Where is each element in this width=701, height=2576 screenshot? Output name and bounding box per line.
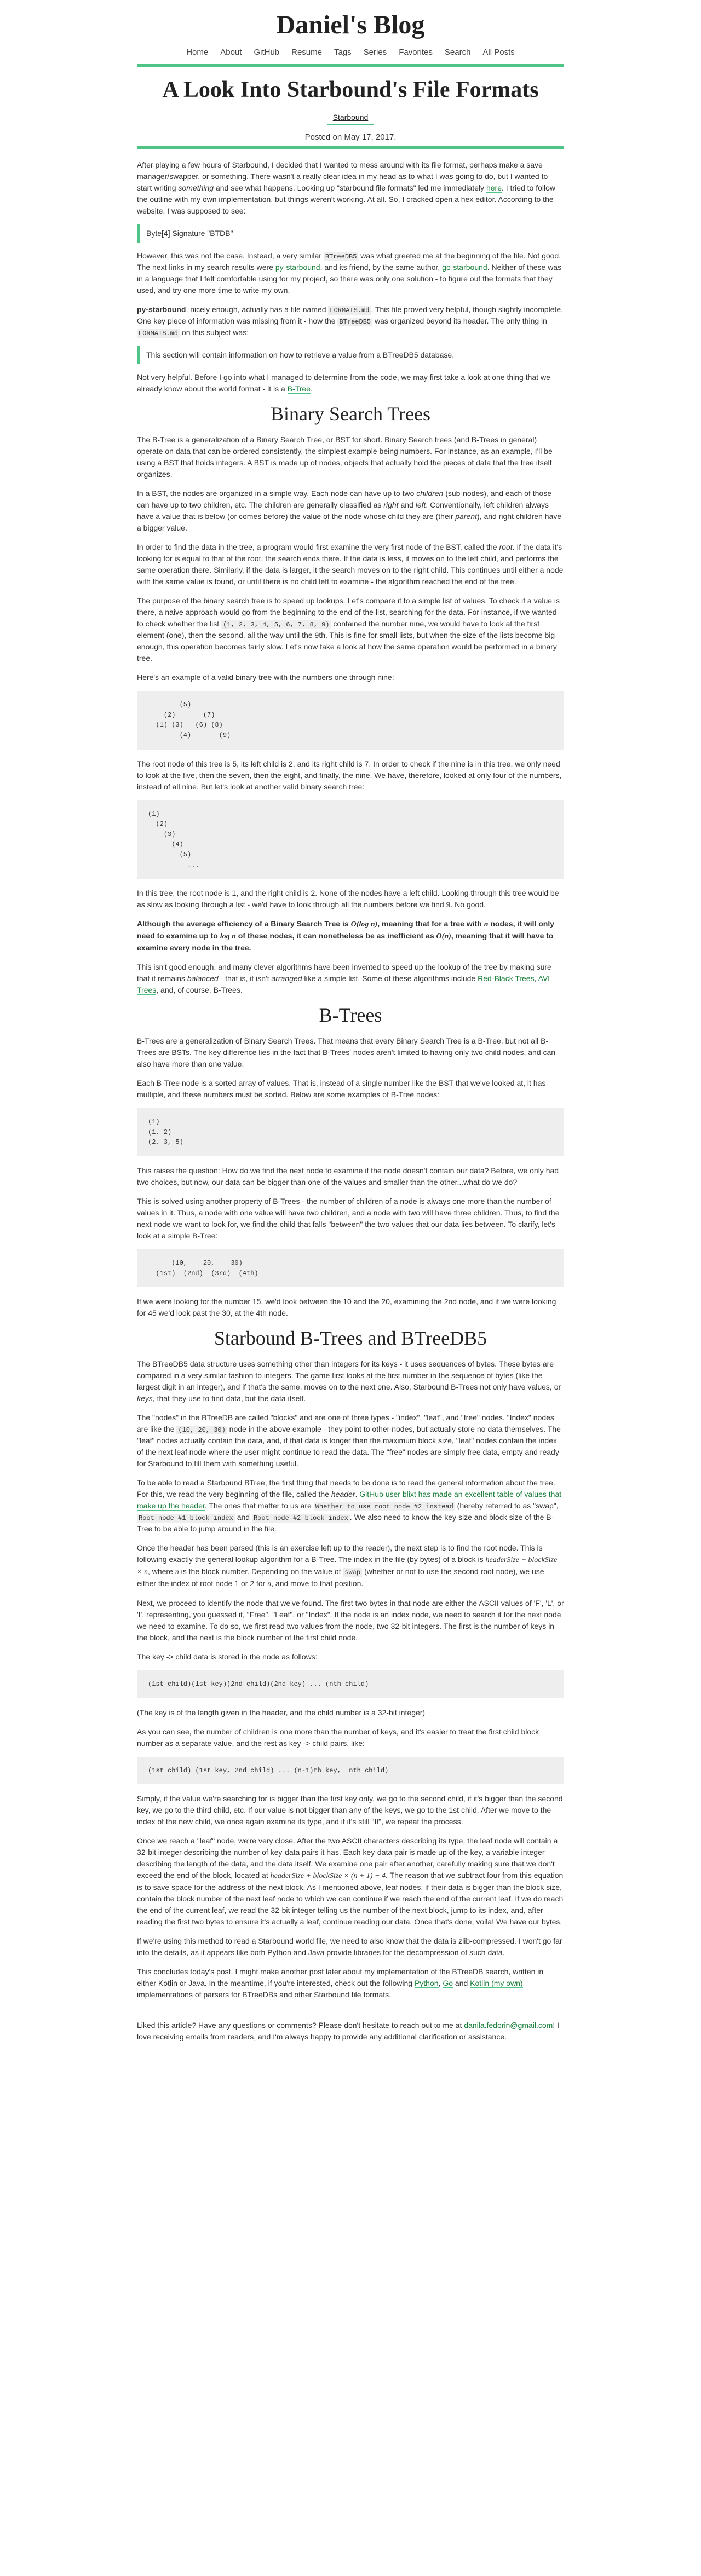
btree-nodes-code: (1) (1, 2) (2, 3, 5)	[137, 1108, 564, 1156]
go-starbound-link[interactable]: go-starbound	[442, 263, 487, 272]
bst-heading: Binary Search Trees	[271, 403, 430, 425]
bst-paragraph-3: In order to find the data in the tree, a program would first examine the very first node of the BST, called the root. If the data it's looking for is equal to that of the root, the search ends there. If the data is less, it moves on to the left child, and performs the same operation there. Similarly, if the data is larger, it the search moves on to the right child. This continues until either a node with the same value is found, or until there is no child left to examine - the algorithm reached the end of the tree.	[137, 543, 564, 586]
post-tag[interactable]: Starbound	[327, 110, 375, 125]
intro-paragraph-4: Not very helpful. Before I go into what I managed to determine from the code, we may first take a look at one thing that we already know about the world format - it is a B-Tree.	[137, 373, 550, 394]
simple-btree-code: (10, 20, 30) (1st) (2nd) (3rd) (4th)	[137, 1249, 564, 1287]
sb-paragraph-6: The key -> child data is stored in the node as follows:	[137, 1652, 318, 1662]
btrees-paragraph-5: If we were looking for the number 15, we'd look between the 10 and the 20, examining the 2nd node, and if we were looking for 45 we'd look past the 30, at the 4th node.	[137, 1297, 556, 1318]
nav-favorites[interactable]: Favorites	[399, 48, 433, 57]
post-date: Posted on May 17, 2017.	[304, 132, 397, 142]
nav-divider	[137, 64, 564, 67]
bst-paragraph-5: Here's an example of a valid binary tree with the numbers one through nine:	[137, 673, 394, 682]
bst-paragraph-6: The root node of this tree is 5, its left child is 2, and its right child is 7. In order to check if the nine is in this tree, we only need to look at the five, then the seven, then the eight, and finally, the nine. We have, therefore, looked at only four of the numbers, instead of all nine. But let's look at another valid binary search tree:	[137, 759, 562, 791]
btrees-heading: B-Trees	[319, 1004, 382, 1027]
btrees-paragraph-3: This raises the question: How do we find the next node to examine if the node doesn't contain our data? Before, we only had two choices, but now, our data can be bigger than one of the values and smaller than the other...what do we do?	[137, 1166, 559, 1186]
nav-tags[interactable]: Tags	[334, 48, 352, 57]
starbound-btrees-heading: Starbound B-Trees and BTreeDB5	[214, 1327, 487, 1350]
btrees-paragraph-1: B-Trees are a generalization of Binary Search Trees. That means that every Binary Search Tree is a B-Tree, but not all B-Trees are BSTs. The key difference lies in the fact that B-Trees' nodes aren't limited to having only two child nodes, and can also have more than one value.	[137, 1036, 556, 1069]
nav-search[interactable]: Search	[444, 48, 471, 57]
sb-paragraph-9: Simply, if the value we're searching for is bigger than the first key only, we go to the second child, if it's bigger than the second key, we go to the third child, etc. If our value is not bigger than any of the keys, we go to the 1st child. After we move to the index of the new child, we once again examine its type, and if it's still "II", we repeat the process.	[137, 1794, 563, 1826]
email-link[interactable]: danila.fedorin@gmail.com	[464, 2021, 553, 2030]
sb-paragraph-2: The "nodes" in the BTreeDB are called "blocks" and are one of three types - "index", "leaf", and "free" nodes. "Index" nodes are like the (10, 20, 30) node in the above example - they point to other nodes, but actually store no data themselves. The "leaf" nodes actually contain the data, and, if that data is longer than the maximum block size, "leaf" nodes contain the index of the next leaf node where the user might continue to read the data. The "free" nodes are simply free data, empty and ready for Starbound to fill them with something useful.	[137, 1413, 561, 1468]
key-child-layout-code: (1st child)(1st key)(2nd child)(2nd key) ... (nth child)	[137, 1670, 564, 1698]
intro-paragraph-3: py-starbound, nicely enough, actually has a file named FORMATS.md . This file proved very helpful, though slightly incomplete. One key piece of information was missing from it - how the BTreeDB5 was organized beyond its header. The only thing in FORMATS.md on this subject was:	[137, 305, 564, 338]
main-nav	[137, 48, 564, 57]
red-black-trees-link[interactable]: Red-Black Trees	[478, 974, 535, 983]
py-starbound-link[interactable]: py-starbound	[275, 263, 320, 272]
bst-paragraph-1: The B-Tree is a generalization of a Binary Search Tree, or BST for short. Binary Search trees (and B-Trees in general) operate on data that can be ordered consistently, the simplest example being numbers. For instance, as an example, I'll be using a BST that holds integers. A BST is made up of nodes, objects that actually hold the pieces of data that the tree itself organizes.	[137, 435, 553, 479]
blixt-header-table-link[interactable]: GitHub user blixt has made an excellent table of values that make up the header	[137, 1490, 562, 1511]
degenerate-tree-code: (1) (2) (3) (4) (5) ...	[137, 800, 564, 879]
post-title: A Look Into Starbound's File Formats	[162, 77, 539, 103]
bst-paragraph-8: Although the average efficiency of a Binary Search Tree is O(log n), meaning that for a tree with n nodes, it will only need to examine up to log n of these nodes, it can nonetheless be as inefficient as O(n), meaning that it will have to examine every node in the tree.	[137, 919, 555, 953]
kotlin-impl-link[interactable]: Kotlin (my own)	[470, 1979, 523, 1988]
btrees-paragraph-4: This is solved using another property of B-Trees - the number of children of a node is always one more than the number of values in it. Thus, a node with one value will have two children, and a node with two will have three children. Thus, to find the next node we want to look for, we find the child that falls "between" the two values that our data lies between. To clarify, let's look at a simple B-Tree:	[137, 1196, 560, 1240]
bst-paragraph-7: In this tree, the root node is 1, and the right child is 2. None of the nodes have a left child. Looking through this tree would be as slow as looking through a list - we'd have to look through all the numbers before we find 9. No good.	[137, 889, 559, 909]
site-title[interactable]: Daniel's Blog	[276, 10, 425, 39]
sb-paragraph-4: Once the header has been parsed (this is an exercise left up to the reader), the next step is to find the root node. This is following exactly the general lookup algorithm for a B-Tree. The index in the file (by bytes) of a block is headerSize + blockSize × n, where n is the block number. Depending on the value of swap (whether or not to use the second root node), we use either the index of root node 1 or 2 for n, and move to that position.	[137, 1543, 558, 1589]
footer-text: Liked this article? Have any questions or comments? Please don't hesitate to reach out to me at danila.fedorin@gmail.com! I love receiving emails from readers, and I'm always happy to provide any additional clarification or assistance.	[137, 2021, 559, 2042]
nav-home[interactable]: Home	[186, 48, 209, 57]
sb-paragraph-11: If we're using this method to read a Starbound world file, we need to also know that the data is zlib-compressed. I won't go far into the details, as it appears like both Python and Java provide libraries for the decompression of such data.	[137, 1937, 562, 1957]
intro-paragraph-1: After playing a few hours of Starbound, I decided that I wanted to mess around with its file format, perhaps make a save manager/swapper, or something. There wasn't a really clear idea in my head as to what I was going to do, but I wanted to start writing something and see what happens. Looking up "starbound file formats" led me immediately here. I tried to follow the outline with my own implementation, but things weren't working. At all. So, I cracked open a hex editor. According to the website, I was supposed to see:	[137, 160, 556, 216]
sb-paragraph-12: This concludes today's post. I might make another post later about my implementation of the BTreeDB search, written in either Kotlin or Java. In the meantime, if you're interested, check out the following Python, Go and Kotlin (my own) implementations of parsers for BTreeDBs and other Starbound file formats.	[137, 1967, 544, 1999]
sb-paragraph-7: (The key is of the length given in the header, and the child number is a 32-bit integer)	[137, 1708, 426, 1717]
page	[137, 0, 564, 2043]
bst-paragraph-4: The purpose of the binary search tree is to speed up lookups. Let's compare it to a simple list of values. To check if a value is there, a naive approach would go from the beginning to the end of the list, searching for the data. For instance, if we wanted to check whether the list (1, 2, 3, 4, 5, 6, 7, 8, 9) contained the number nine, we would have to look at the first element (one), then the second, all the way until the 9th. This is fine for small lists, but when the size of the lists become big enough, this operation becomes fairly slow. Let's now take a look at how the same operation would be performed in a binary tree.	[137, 596, 560, 663]
nav-about[interactable]: About	[220, 48, 242, 57]
btrees-paragraph-2: Each B-Tree node is a sorted array of values. That is, instead of a single number like the BST that we've looked at, it has multiple, and these numbers must be sorted. Below are some examples of B-Tree nodes:	[137, 1079, 546, 1099]
sb-paragraph-5: Next, we proceed to identify the node that we've found. The first two bytes in that node are either the ASCII values of 'F', 'L', or 'I', representing, you guessed it, "Free", "Leaf", or "Index". If the node is an index node, we need to search it for the next node we need to examine. To do so, we first read two values from the node, two 32-bit integers. The first is the number of keys in the block, and the next is the block number of the first child node.	[137, 1599, 564, 1643]
formats-quote: This section will contain information on how to retrieve a value from a BTreeDB5 database.	[137, 346, 564, 364]
date-divider	[137, 146, 564, 149]
avl-trees-link[interactable]: AVL Trees	[137, 974, 553, 995]
sb-paragraph-8: As you can see, the number of children is one more than the number of keys, and it's easier to treat the first child block number as a separate value, and the rest as key -> child pairs, like:	[137, 1727, 539, 1748]
nav-all-posts[interactable]: All Posts	[482, 48, 515, 57]
sb-paragraph-3: To be able to read a Starbound BTree, the first thing that needs to be done is to read the general information about the tree. For this, we read the very beginning of the file, called the header. GitHub user blixt has made an excellent table of values that make up the header. The ones that matter to us are Whether to use root node #2 instead (hereby referred to as "swap", Root node #1 block index and Root node #2 block index . We also need to know the key size and block size of the B-Tree to be able to jump around in the file.	[137, 1478, 562, 1534]
bst-paragraph-9: This isn't good enough, and many clever algorithms have been invented to speed up the lookup of the tree by making sure that it remains balanced - that is, it isn't arranged like a simple list. Some of these algorithms include Red-Black Trees, AVL Trees, and, of course, B-Trees.	[137, 963, 553, 995]
btree-link[interactable]: B-Tree	[287, 384, 311, 394]
python-impl-link[interactable]: Python	[414, 1979, 439, 1988]
balanced-tree-code: (5) (2) (7) (1) (3) (6) (8) (4) (9)	[137, 691, 564, 749]
nav-resume[interactable]: Resume	[291, 48, 322, 57]
nav-series[interactable]: Series	[363, 48, 387, 57]
sb-paragraph-1: The BTreeDB5 data structure uses something other than integers for its keys - it uses sequences of bytes. These bytes are compared in a very similar fashion to integers. The game first looks at the first number in the sequence of bytes (like the largest digit in an integer), and if that's the same, moves on to the next one. Also, Starbound B-Trees not only have values, or keys, that they use to find data, but the data itself.	[137, 1359, 561, 1403]
nav-github[interactable]: GitHub	[254, 48, 280, 57]
go-impl-link[interactable]: Go	[443, 1979, 453, 1988]
key-child-pairs-code: (1st child) (1st key, 2nd child) ... (n-1)th key, nth child)	[137, 1757, 564, 1785]
intro-paragraph-2: However, this was not the case. Instead, a very similar BTreeDB5 was what greeted me at the beginning of the file. Not good. The next links in my search results were py-starbound, and its friend, by the same author, go-starbound. Neither of these was in a language that I felt comfortable using for my project, so there was only one solution - to figure out the formats that they used, and try one more time to write my own.	[137, 251, 562, 295]
bst-paragraph-2: In a BST, the nodes are organized in a simple way. Each node can have up to two children (sub-nodes), and each of those can have up to two children, etc. The children are generally classified as right and left. Conventionally, left children always have a value that is below (or comes before) the value of the node whose child they are (their parent), and right children have a bigger value.	[137, 489, 562, 533]
sb-paragraph-10: Once we reach a "leaf" node, we're very close. After the two ASCII characters describing its type, the leaf node will contain a 32-bit integer describing the number of key-data pairs it has. Each key-data pair is made up of the key, a variable integer describing the length of the data, and the data itself. We examine one pair after another, carefully making sure that we don't exceed the end of the block, located at headerSize + blockSize × (n + 1) − 4. The reason that we subtract four from this equation is to save space for the address of the next block. As I mentioned above, leaf nodes, if their data is bigger than the block size, contain the block number of the next leaf node to which we can continue if we reach the end of the current leaf. If we do reach the end of the current leaf, we read the 32-bit integer telling us the number of the next block, jump to its index, and, after reading the first two bytes to ensure it's actually a leaf, continue reading our data. Once that's done, voila! We have our bytes.	[137, 1836, 564, 1927]
signature-quote: Byte[4] Signature "BTDB"	[137, 224, 564, 243]
intro-here-link[interactable]: here	[486, 183, 502, 193]
